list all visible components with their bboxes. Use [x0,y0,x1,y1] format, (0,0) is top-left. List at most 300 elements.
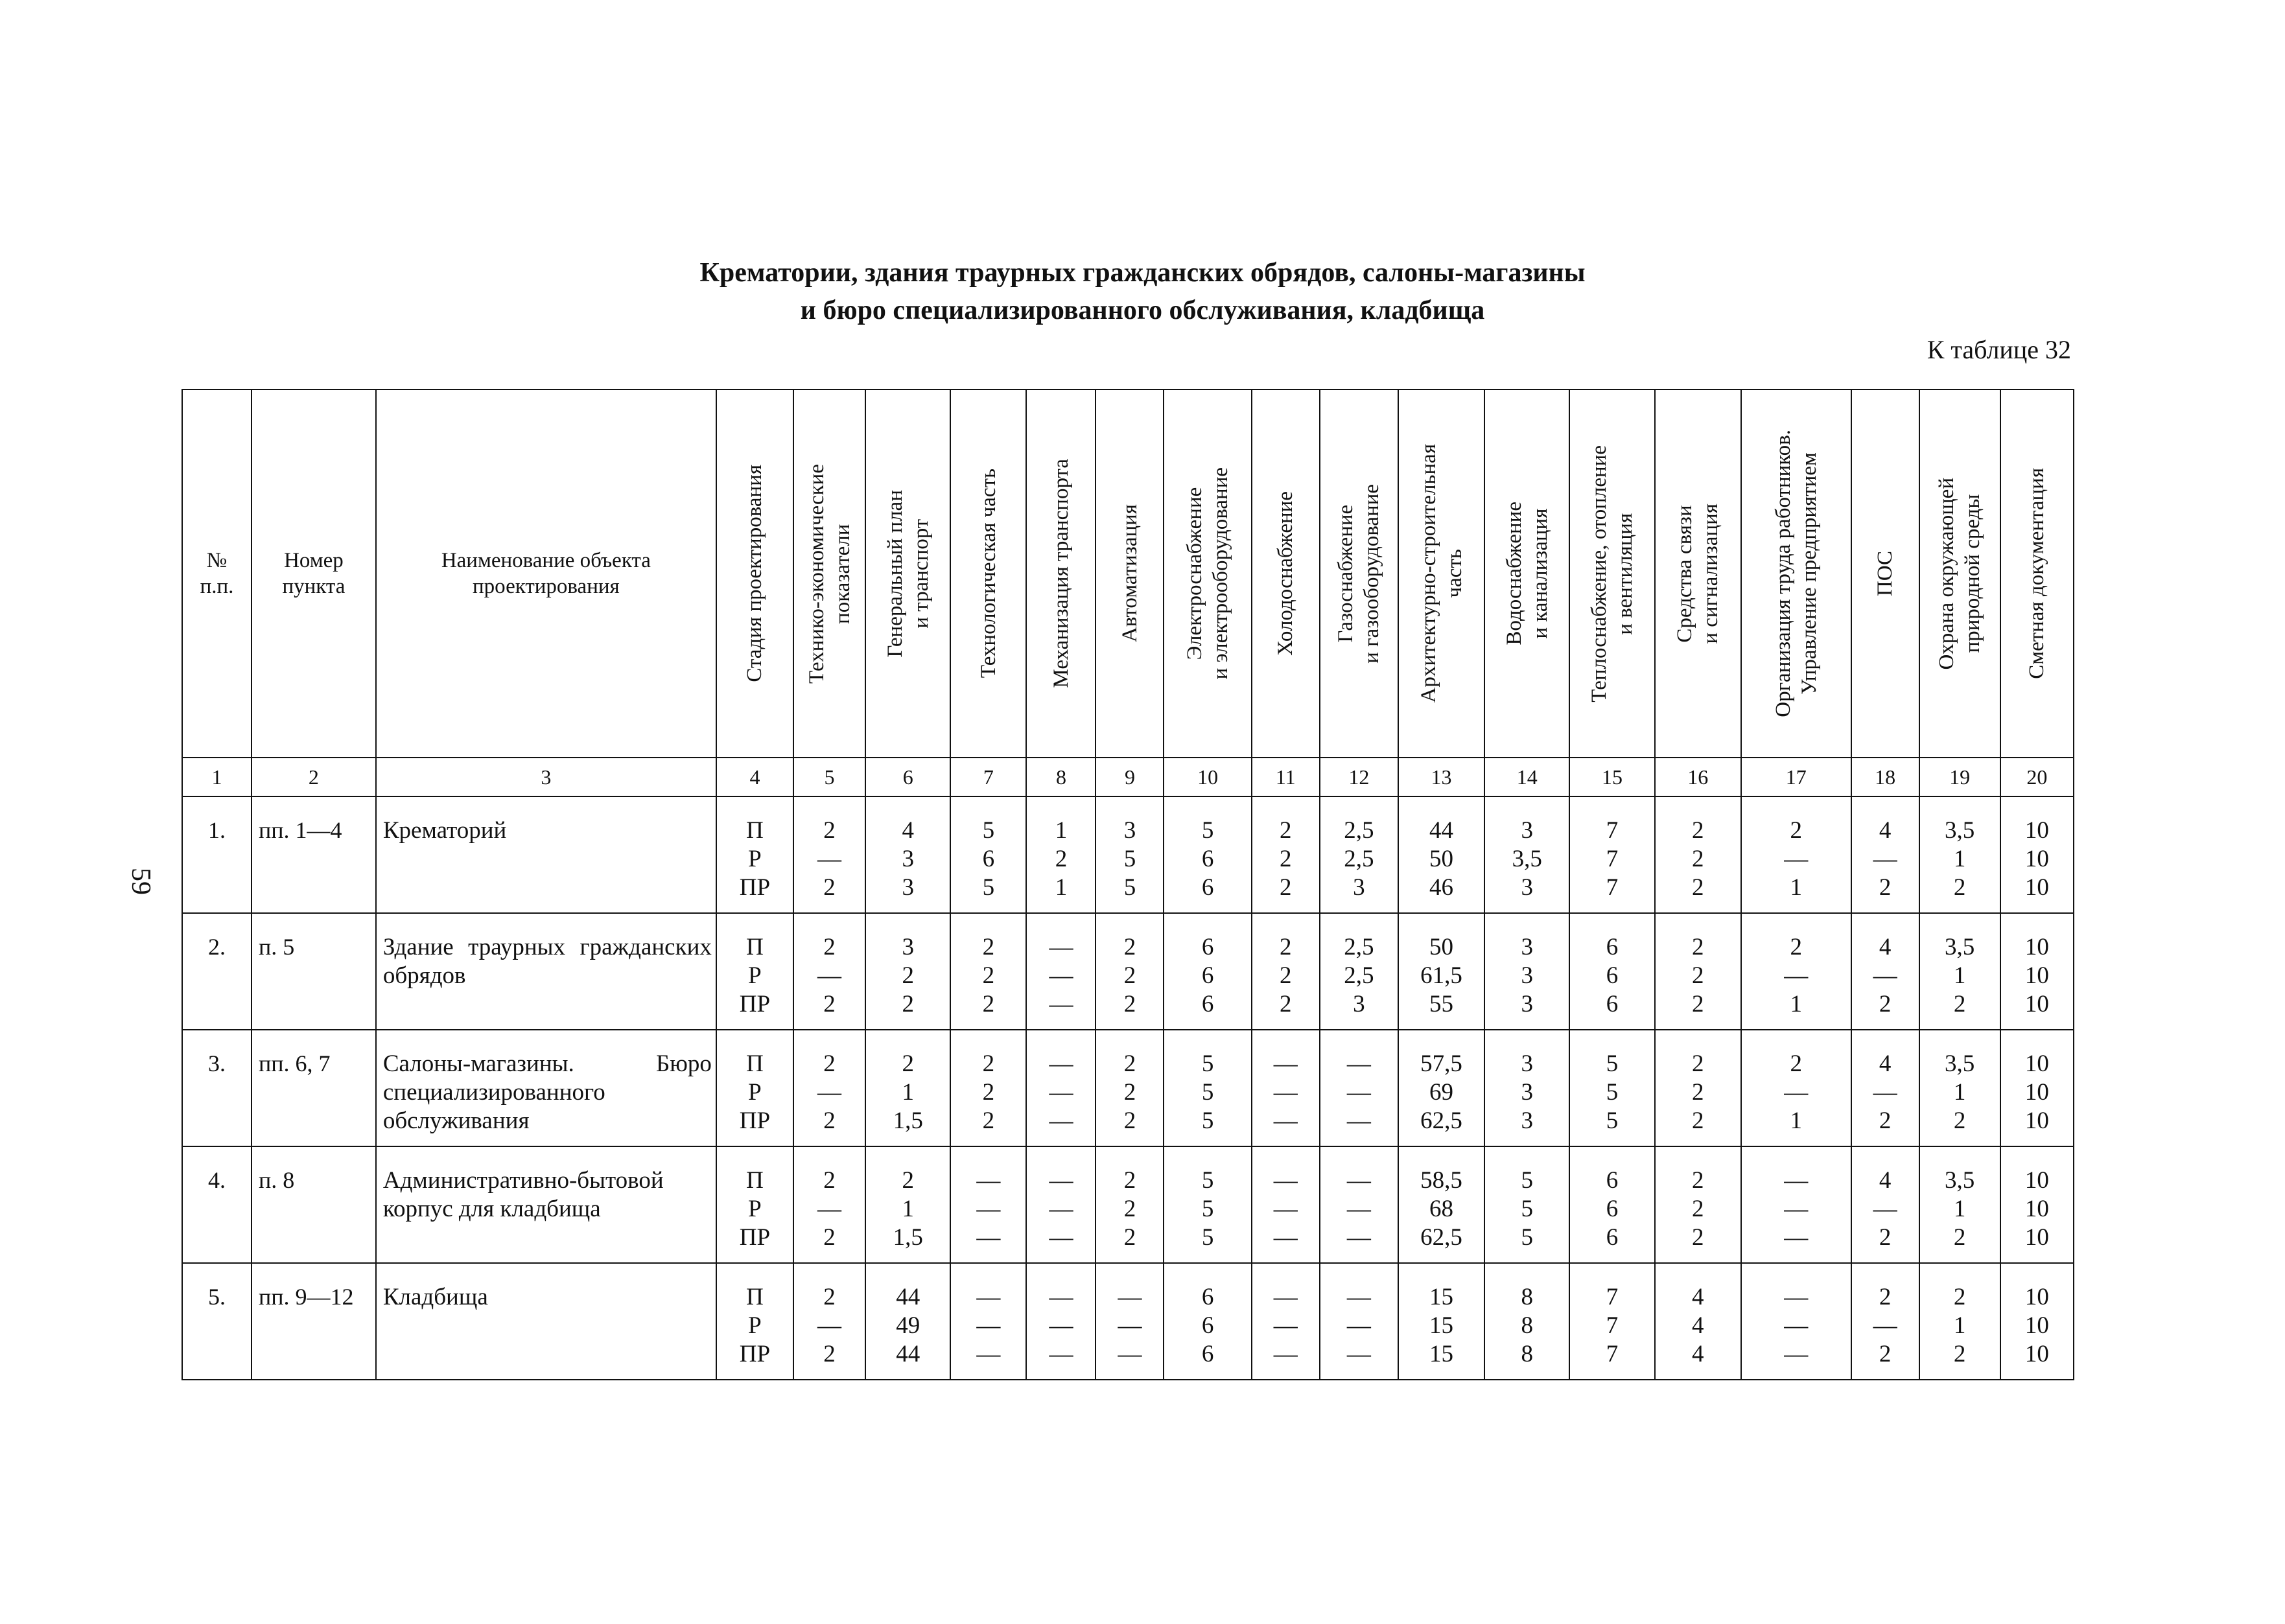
column-number-5: 5 [793,758,865,796]
value-cell [865,796,950,913]
cell-value: 2 [1692,991,1704,1017]
column-header-15 [1569,389,1654,758]
cell-value: 5 [1201,1224,1214,1251]
column-header-line: Генеральный план [883,489,907,658]
cell-value: — [1346,1050,1371,1077]
column-header-line: и сигнализация [1699,503,1723,644]
cell-value: 2 [1692,1108,1704,1134]
cell-value: 2 [982,962,995,989]
cell-value: 10 [2024,874,2049,901]
column-header-16 [1655,389,1741,758]
column-header-line: Водоснабжение [1502,502,1526,645]
cell-value: 2,5 [1344,934,1374,960]
value-cell [793,1263,865,1380]
value-cell [865,1146,950,1263]
cell-value: 7 [1606,1312,1619,1339]
cell-value: — [1049,1167,1073,1194]
row-object-name: Крематорий [376,796,716,913]
cell-value: 2 [1123,1108,1136,1134]
cell-value: — [1784,1167,1809,1194]
column-number-3: 3 [376,758,716,796]
cell-value: — [1273,1050,1298,1077]
cell-value: 1 [1055,817,1068,844]
value-cell [2000,1030,2074,1146]
column-number-19: 19 [1919,758,2000,796]
cell-value: 1 [902,1079,914,1106]
value-cell [1096,1146,1164,1263]
row-number: 3. [182,1030,252,1146]
column-header-line: Теплоснабжение, отопление [1588,445,1611,702]
value-cell [1026,796,1096,913]
column-header-14 [1484,389,1569,758]
value-cell [1655,796,1741,913]
cell-value: — [1273,1312,1298,1339]
cell-value: 10 [2024,1224,2049,1251]
value-cell [1741,913,1851,1030]
column-number-15: 15 [1569,758,1654,796]
cell-value: — [1049,1196,1073,1222]
cell-value: 7 [1606,846,1619,872]
cell-value: — [1346,1341,1371,1367]
cell-value: 2 [1123,991,1136,1017]
cell-value: 1 [1790,874,1802,901]
cell-value: 1 [1790,1108,1802,1134]
cell-value: 7 [1606,874,1619,901]
column-header-line: и канализация [1528,508,1552,639]
cell-value: 69 [1429,1079,1454,1106]
cell-value: 50 [1429,846,1454,872]
cell-value: 3 [1521,934,1534,960]
column-header-line: природной среды [1961,494,1985,653]
cell-value: — [976,1284,1001,1310]
column-header-line: Автоматизация [1118,504,1142,643]
value-cell [1741,1030,1851,1146]
value-cell [1919,1146,2000,1263]
cell-value: 1,5 [893,1108,923,1134]
cell-value: 8 [1521,1312,1534,1339]
table-row [182,796,2074,913]
stage-label: Р [748,1312,762,1339]
cell-value: 10 [2024,817,2049,844]
cell-value: 5 [1201,817,1214,844]
column-header-5 [793,389,865,758]
cell-value: 10 [2024,1167,2049,1194]
cell-value: 2 [823,1224,836,1251]
cell-value: 6 [1201,991,1214,1017]
cell-value: 10 [2024,1108,2049,1134]
cell-value: — [1049,1079,1073,1106]
cell-value: 44 [896,1341,920,1367]
cell-value: — [1784,962,1809,989]
row-object-name: Кладбища [376,1263,716,1380]
value-cell [2000,913,2074,1030]
cell-value: 50 [1429,934,1454,960]
cell-value: — [1049,1050,1073,1077]
value-cell [1252,1030,1320,1146]
cell-value: 2 [1692,1196,1704,1222]
cell-value: 2 [1790,934,1802,960]
cell-value: 2 [823,1284,836,1310]
cell-value: — [1784,1341,1809,1367]
cell-value: 5 [982,874,995,901]
cell-value: — [1049,1224,1073,1251]
cell-value: 6 [1201,846,1214,872]
cell-value: — [1784,846,1809,872]
cell-value: 2 [1953,1284,1966,1310]
cell-value: 15 [1429,1341,1454,1367]
cell-value: 3,5 [1512,846,1542,872]
column-header-1 [182,389,252,758]
value-cell [1851,1030,1919,1146]
column-number-2: 2 [252,758,376,796]
column-number-13: 13 [1398,758,1484,796]
column-header-13 [1398,389,1484,758]
cell-value: 5 [1201,1079,1214,1106]
column-header-line: Управление предприятием [1797,452,1821,695]
cell-value: — [1873,1196,1897,1222]
cell-value: 2 [1879,991,1892,1017]
cell-value: 46 [1429,874,1454,901]
cell-value: 2 [1692,1079,1704,1106]
cell-value: 2 [982,991,995,1017]
cell-value: 44 [896,1284,920,1310]
value-cell [950,1146,1026,1263]
cell-value: — [1273,1167,1298,1194]
cell-value: — [976,1312,1001,1339]
column-header-line: № [206,549,228,572]
stage-label: ПР [739,1341,771,1367]
cell-value: 10 [2024,1312,2049,1339]
value-cell [2000,1146,2074,1263]
cell-value: — [1346,1079,1371,1106]
row-number: 1. [182,796,252,913]
value-cell [1398,1030,1484,1146]
cell-value: 10 [2024,1050,2049,1077]
column-header-11 [1252,389,1320,758]
cell-value: 6 [1201,1284,1214,1310]
cell-value: 1 [1790,991,1802,1017]
cell-value: 5 [1123,874,1136,901]
cell-value: — [1346,1196,1371,1222]
cell-value: 6 [1201,1341,1214,1367]
cell-value: 1 [1953,962,1966,989]
value-cell [1919,913,2000,1030]
cell-value: — [817,846,842,872]
cell-value: — [1346,1167,1371,1194]
table-row [182,1263,2074,1380]
cell-value: — [1049,934,1073,960]
cell-value: 1 [902,1196,914,1222]
column-header-line: пункта [282,575,346,598]
column-number-10: 10 [1164,758,1251,796]
cell-value: — [1873,1312,1897,1339]
value-cell [1398,1263,1484,1380]
cell-value: 2 [823,817,836,844]
cell-value: 8 [1521,1341,1534,1367]
value-cell [1851,1263,1919,1380]
column-header-line: Организация труда работников. [1771,430,1795,717]
cell-value: 2 [1790,817,1802,844]
column-header-line: Стадия проектирования [743,465,767,682]
cell-value: 2 [823,1050,836,1077]
cell-value: — [1873,846,1897,872]
cell-value: 2 [1879,1224,1892,1251]
cell-value: 2 [982,1108,995,1134]
cell-value: — [1784,1284,1809,1310]
cell-value: 4 [1879,1050,1892,1077]
value-cell [1484,1146,1569,1263]
cell-value: 4 [1879,934,1892,960]
cell-value: 3,5 [1945,817,1975,844]
cell-value: — [1273,1284,1298,1310]
cell-value: 6 [1606,934,1619,960]
cell-value: 2 [1055,846,1068,872]
cell-value: — [1049,991,1073,1017]
cell-value: — [1873,1079,1897,1106]
cell-value: 5 [982,817,995,844]
cell-value: 3,5 [1945,1167,1975,1194]
cell-value: 5 [1201,1167,1214,1194]
column-header-line: Технико-экономические [804,463,828,684]
cell-value: — [1118,1341,1142,1367]
cell-value: 6 [1606,1224,1619,1251]
cell-value: — [976,1224,1001,1251]
column-number-11: 11 [1252,758,1320,796]
value-cell [1252,1146,1320,1263]
value-cell [716,1030,793,1146]
value-cell [793,1146,865,1263]
cell-value: 3 [902,934,914,960]
value-cell [950,796,1026,913]
column-number-6: 6 [865,758,950,796]
cell-value: 1 [1953,1312,1966,1339]
column-header-4 [716,389,793,758]
cell-value: 2 [982,934,995,960]
cell-value: 3,5 [1945,934,1975,960]
cell-value: 1 [1953,1196,1966,1222]
cell-value: 5 [1606,1108,1619,1134]
cell-value: — [817,962,842,989]
cell-value: 2 [1879,1341,1892,1367]
cell-value: — [976,1341,1001,1367]
cell-value: 4 [1692,1284,1704,1310]
design-stage-table [182,389,2074,1380]
cell-value: 62,5 [1420,1224,1462,1251]
cell-value: 68 [1429,1196,1454,1222]
row-object-name: Здание траурных гражданских обрядов [376,913,716,1030]
cell-value: — [1049,962,1073,989]
value-cell [1851,913,1919,1030]
column-number-20: 20 [2000,758,2074,796]
column-number-12: 12 [1320,758,1398,796]
cell-value: 2 [1692,846,1704,872]
value-cell [1741,1263,1851,1380]
value-cell [1655,1263,1741,1380]
cell-value: 1 [1953,846,1966,872]
cell-value: 2 [1280,962,1292,989]
cell-value: 5 [1521,1224,1534,1251]
cell-value: 7 [1606,1284,1619,1310]
value-cell [1741,1146,1851,1263]
value-cell [1164,1263,1251,1380]
column-header-2 [252,389,376,758]
column-header-line: и транспорт [909,518,933,629]
column-header-line: Наименование объекта [441,549,651,572]
column-header-line: п.п. [200,575,234,598]
column-header-line: Средства связи [1673,504,1697,643]
cell-value: 6 [1201,874,1214,901]
value-cell [1655,913,1741,1030]
cell-value: — [1784,1079,1809,1106]
value-cell [1484,796,1569,913]
row-number: 5. [182,1263,252,1380]
cell-value: — [1273,1079,1298,1106]
cell-value: 2 [823,874,836,901]
column-header-line: Архитектурно-строительная [1416,444,1440,703]
value-cell [1398,913,1484,1030]
value-cell [1569,1030,1654,1146]
cell-value: — [1049,1312,1073,1339]
value-cell [1252,913,1320,1030]
value-cell [1096,913,1164,1030]
cell-value: 2 [823,1341,836,1367]
value-cell [1096,796,1164,913]
value-cell [1398,1146,1484,1263]
cell-value: — [1346,1108,1371,1134]
value-cell [716,913,793,1030]
row-point: пп. 1—4 [252,796,376,913]
cell-value: 61,5 [1420,962,1462,989]
cell-value: 1 [1953,1079,1966,1106]
cell-value: 2,5 [1344,846,1374,872]
cell-value: — [1049,1284,1073,1310]
cell-value: 2 [823,934,836,960]
cell-value: 2 [1280,874,1292,901]
stage-label: П [746,1050,764,1077]
cell-value: 2 [1692,1050,1704,1077]
cell-value: 5 [1201,1196,1214,1222]
cell-value: — [976,1196,1001,1222]
row-number: 2. [182,913,252,1030]
cell-value: 5 [1201,1050,1214,1077]
cell-value: 2 [1123,1196,1136,1222]
value-cell [1026,913,1096,1030]
column-number-17: 17 [1741,758,1851,796]
value-cell [1320,1146,1398,1263]
cell-value: 2 [902,1050,914,1077]
cell-value: 2 [1692,817,1704,844]
stage-label: ПР [739,1224,771,1251]
cell-value: 10 [2024,1079,2049,1106]
table-row [182,1030,2074,1146]
cell-value: — [1873,962,1897,989]
value-cell [1851,796,1919,913]
cell-value: 3 [1521,1079,1534,1106]
cell-value: — [1118,1284,1142,1310]
cell-value: 2 [1123,934,1136,960]
cell-value: — [1118,1312,1142,1339]
column-header-line: Газоснабжение [1334,504,1358,643]
column-header-line: Технологическая часть [976,469,1000,679]
column-header-line: показатели [830,523,854,624]
value-cell [1655,1030,1741,1146]
cell-value: 49 [896,1312,920,1339]
cell-value: 1,5 [893,1224,923,1251]
cell-value: 3 [902,846,914,872]
title-line-1: Крематории, здания траурных гражданских обрядов, салоны-магазины [699,258,1586,288]
cell-value: 6 [1201,934,1214,960]
column-header-line: Номер [284,549,344,572]
cell-value: 3 [1353,874,1365,901]
cell-value: 6 [1606,991,1619,1017]
stage-label: ПР [739,991,771,1017]
cell-value: 2 [1123,1224,1136,1251]
row-object-name: Салоны-магазины. Бюро специализированного обслуживания [376,1030,716,1146]
value-cell [1164,913,1251,1030]
value-cell [1655,1146,1741,1263]
row-point: пп. 6, 7 [252,1030,376,1146]
cell-value: 10 [2024,991,2049,1017]
value-cell [1164,1030,1251,1146]
column-header-line: Охрана окружающей [1935,477,1959,670]
cell-value: 58,5 [1420,1167,1462,1194]
cell-value: — [1346,1224,1371,1251]
cell-value: 2 [1879,1108,1892,1134]
title-line-2: и бюро специализированного обслуживания, кладбища [800,296,1485,325]
column-number-14: 14 [1484,758,1569,796]
value-cell [1320,1030,1398,1146]
value-cell [793,1030,865,1146]
column-header-17 [1741,389,1851,758]
cell-value: 10 [2024,1284,2049,1310]
cell-value: 4 [1879,1167,1892,1194]
column-number-16: 16 [1655,758,1741,796]
cell-value: 2 [1692,1167,1704,1194]
stage-label: Р [748,1196,762,1222]
cell-value: 2 [1123,1167,1136,1194]
column-header-line: часть [1442,549,1466,598]
value-cell [1484,1030,1569,1146]
value-cell [1741,796,1851,913]
value-cell [1320,796,1398,913]
cell-value: — [817,1196,842,1222]
cell-value: 6 [1606,1167,1619,1194]
cell-value: — [1049,1108,1073,1134]
cell-value: 3 [1521,874,1534,901]
column-header-9 [1096,389,1164,758]
stage-label: П [746,934,764,960]
cell-value: — [1273,1108,1298,1134]
cell-value: 10 [2024,934,2049,960]
stage-label: Р [748,962,762,989]
value-cell [1096,1030,1164,1146]
cell-value: 3 [1521,962,1534,989]
column-header-line: и вентиляция [1613,513,1637,634]
column-header-line: Электроснабжение [1183,487,1207,660]
value-cell [793,796,865,913]
value-cell [1164,796,1251,913]
column-header-8 [1026,389,1096,758]
value-cell [1096,1263,1164,1380]
value-cell [716,1146,793,1263]
stage-label: ПР [739,1108,771,1134]
row-point: п. 8 [252,1146,376,1263]
cell-value: 2 [1123,962,1136,989]
column-header-18 [1851,389,1919,758]
cell-value: 2 [1280,991,1292,1017]
cell-value: 4 [1692,1341,1704,1367]
value-cell [793,913,865,1030]
